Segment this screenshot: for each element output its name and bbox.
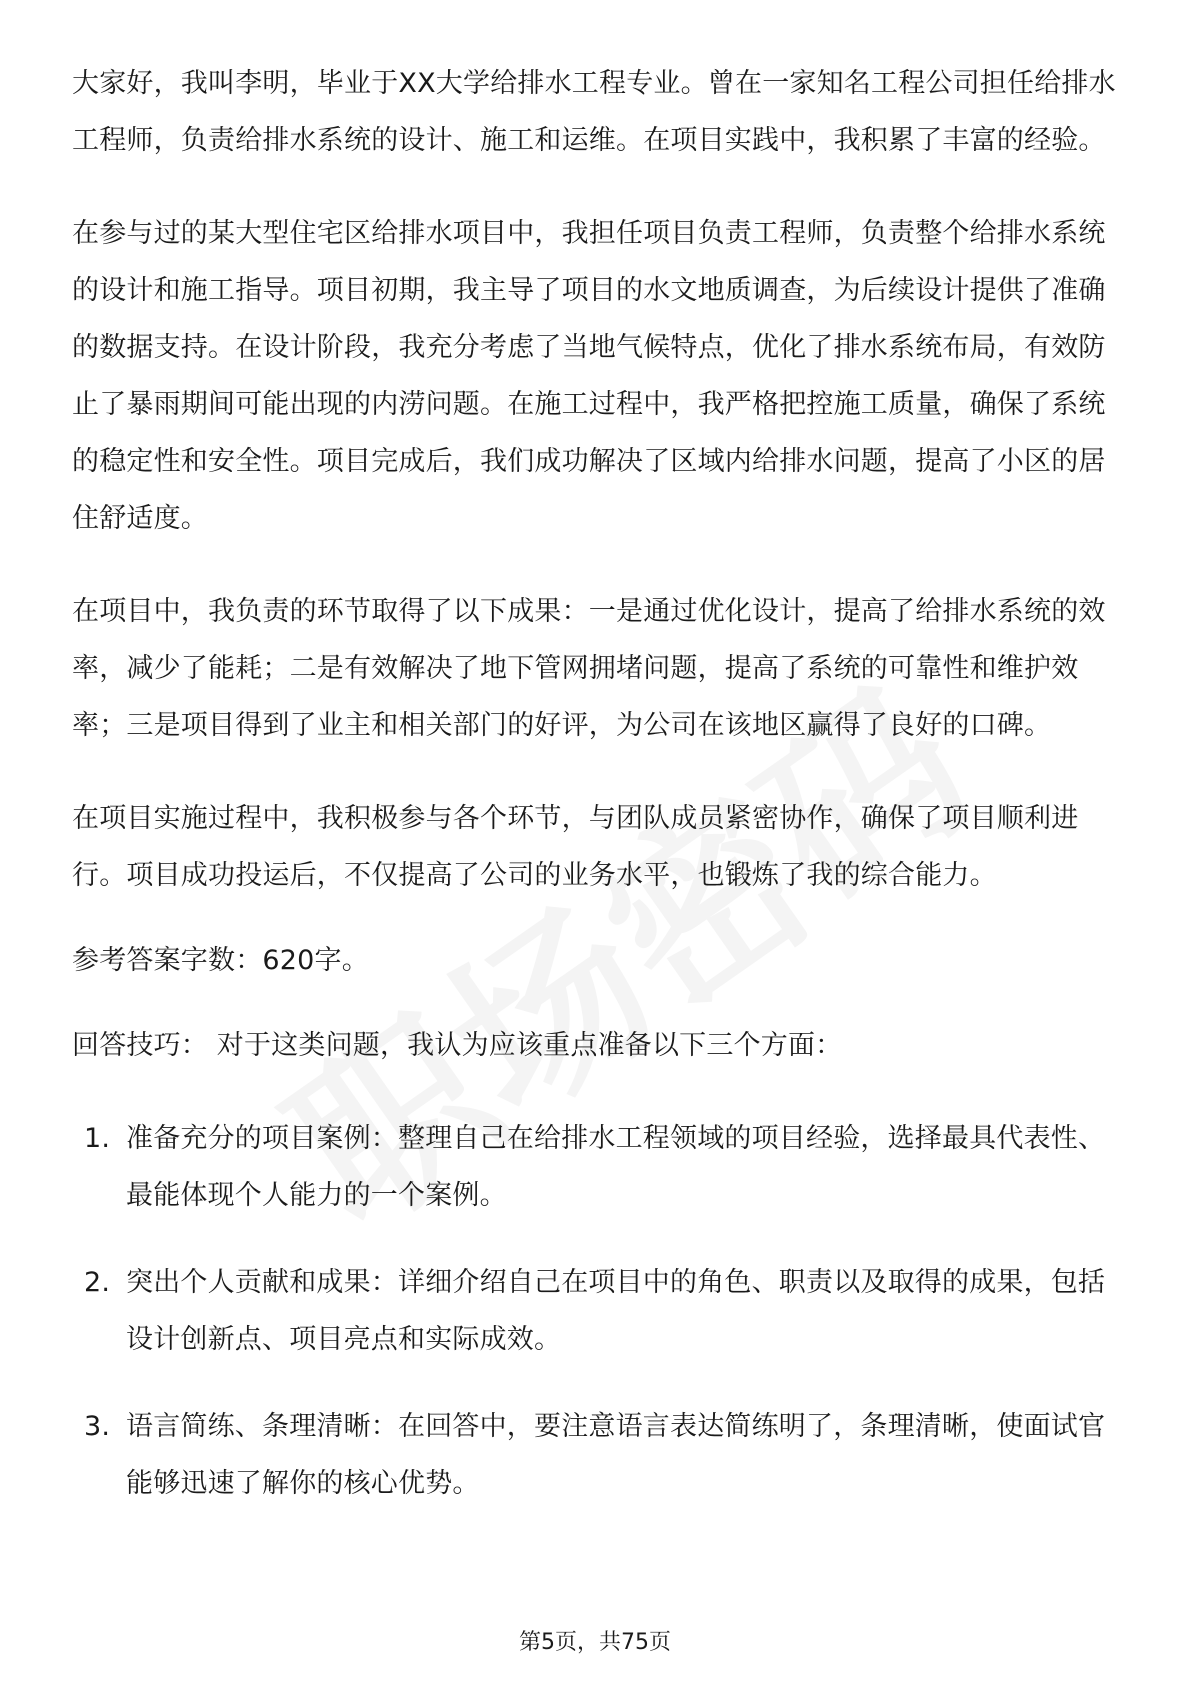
- list-item-text: 语言简练、条理清晰：在回答中，要注意语言表达简练明了，条理清晰，使面试官能够迅速了解你的核心优势。: [126, 1411, 1106, 1499]
- list-item: [72, 1254, 1122, 1368]
- list-item: [72, 1110, 1122, 1224]
- list-item-text: 突出个人贡献和成果：详细介绍自己在项目中的角色、职责以及取得的成果，包括设计创新点、项目亮点和实际成效。: [126, 1267, 1106, 1355]
- page-footer: 第5页，共75页: [519, 1630, 671, 1655]
- list-item: [72, 1398, 1122, 1512]
- word-count-note: 参考答案字数：620字。: [72, 945, 369, 976]
- paragraph-intro: 大家好，我叫李明，毕业于XX大学给排水工程专业。曾在一家知名工程公司担任给排水工程师，负责给排水系统的设计、施工和运维。在项目实践中，我积累了丰富的经验。: [72, 68, 1116, 156]
- paragraph-results: 在项目中，我负责的环节取得了以下成果：一是通过优化设计，提高了给排水系统的效率，减少了能耗；二是有效解决了地下管网拥堵问题，提高了系统的可靠性和维护效率；三是项目得到了业主和相关部门的好评，为公司在该地区赢得了良好的口碑。: [72, 596, 1106, 741]
- main-content: [72, 55, 1122, 1542]
- tips-intro: 回答技巧： 对于这类问题，我认为应该重点准备以下三个方面：: [72, 1030, 843, 1061]
- paragraph-project: 在参与过的某大型住宅区给排水项目中，我担任项目负责工程师，负责整个给排水系统的设计和施工指导。项目初期，我主导了项目的水文地质调查，为后续设计提供了准确的数据支持。在设计阶段，我充分考虑了当地气候特点，优化了排水系统布局，有效防止了暴雨期间可能出现的内涝问题。在施工过程中，我严格把控施工质量，确保了系统的稳定性和安全性。项目完成后，我们成功解决了区域内给排水问题，提高了小区的居住舒适度。: [72, 218, 1106, 534]
- list-item-text: 准备充分的项目案例：整理自己在给排水工程领域的项目经验，选择最具代表性、最能体现个人能力的一个案例。: [126, 1123, 1106, 1211]
- paragraph-summary: 在项目实施过程中，我积极参与各个环节，与团队成员紧密协作，确保了项目顺利进行。项目成功投运后，不仅提高了公司的业务水平，也锻炼了我的综合能力。: [72, 803, 1079, 891]
- tips-list: [72, 1110, 1122, 1512]
- list-item-number: 1.: [84, 1123, 111, 1154]
- list-item-number: 2.: [84, 1267, 111, 1298]
- list-item-number: 3.: [84, 1411, 111, 1442]
